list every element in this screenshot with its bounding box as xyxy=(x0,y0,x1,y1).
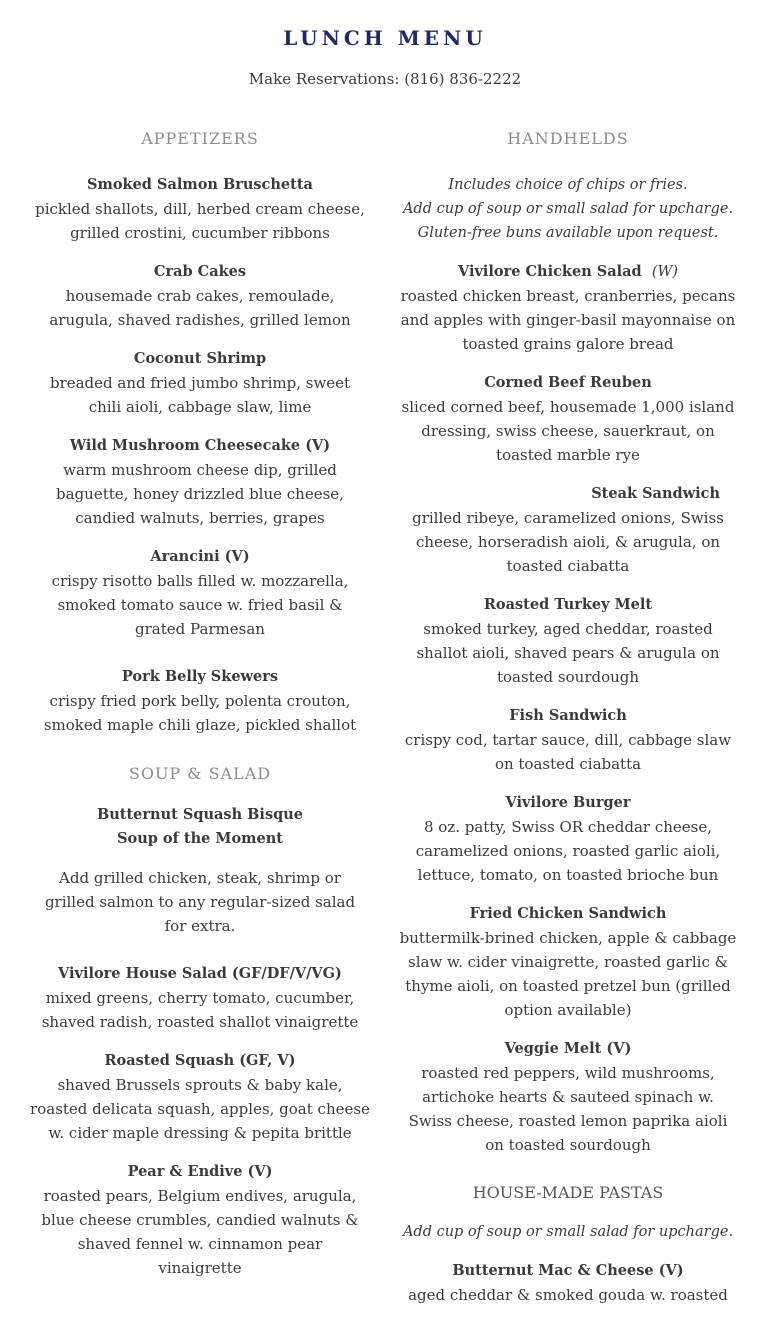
item-description: shaved Brussels sprouts & baby kale, roasted delicata squash, apples, goat cheese w. cider maple dressing & pepita brittle xyxy=(30,1076,370,1142)
note-line: Gluten-free buns available upon request. xyxy=(417,225,719,241)
item-description: grilled ribeye, caramelized onions, Swiss cheese, horseradish aioli, & arugula, on toasted ciabatta xyxy=(412,509,724,575)
item-description: buttermilk-brined chicken, apple & cabbage slaw w. cider vinaigrette, roasted garlic & thyme aioli, on toasted pretzel bun (grilled option available) xyxy=(399,929,737,1019)
pastas-note xyxy=(398,1220,738,1244)
menu-item xyxy=(398,1259,738,1307)
left-column xyxy=(30,127,370,1295)
item-description: crispy risotto balls filled w. mozzarella, smoked tomato sauce w. fried basil & grated Parmesan xyxy=(51,572,349,638)
menu-item xyxy=(398,791,738,887)
item-name: Pear & Endive (V) xyxy=(127,1163,273,1180)
item-description: sliced corned beef, housemade 1,000 island dressing, swiss cheese, sauerkraut, on toasted marble rye xyxy=(401,398,735,464)
handhelds-notes xyxy=(398,173,738,245)
item-description: breaded and fried jumbo shrimp, sweet chili aioli, cabbage slaw, lime xyxy=(49,374,351,416)
item-name: Roasted Squash (GF, V) xyxy=(104,1052,296,1069)
item-description: crispy fried pork belly, polenta crouton, smoked maple chili glaze, pickled shallot xyxy=(43,692,357,734)
note-line: Add cup of soup or small salad for upcharge. xyxy=(402,1224,734,1240)
item-name: Wild Mushroom Cheesecake (V) xyxy=(69,437,331,454)
item-description: roasted chicken breast, cranberries, pecans and apples with ginger-basil mayonnaise on toasted grains galore bread xyxy=(400,287,736,353)
item-name: Vivilore House Salad (GF/DF/V/VG) xyxy=(58,965,342,982)
menu-item xyxy=(30,1160,370,1280)
item-description: roasted red peppers, wild mushrooms, artichoke hearts & sauteed spinach w. Swiss cheese, roasted lemon paprika aioli on toasted sourdough xyxy=(408,1064,728,1154)
item-name: Steak Sandwich xyxy=(591,485,720,502)
soup-salad-heading: SOUP & SALAD xyxy=(128,764,272,783)
right-column xyxy=(398,127,738,1322)
soup-name: Butternut Squash Bisque xyxy=(96,806,304,823)
menu-item xyxy=(30,347,370,419)
menu-item xyxy=(30,665,370,737)
item-name: Roasted Turkey Melt xyxy=(483,596,653,613)
menu-item xyxy=(30,962,370,1034)
menu-item xyxy=(398,371,738,467)
item-description: smoked turkey, aged cheddar, roasted shallot aioli, shaved pears & arugula on toasted sourdough xyxy=(416,620,720,686)
menu-item xyxy=(30,260,370,332)
item-description: 8 oz. patty, Swiss OR cheddar cheese, caramelized onions, roasted garlic aioli, lettuce, tomato, on toasted brioche bun xyxy=(415,818,721,884)
reservations-line: Make Reservations: (816) 836-2222 xyxy=(248,70,522,88)
menu-item xyxy=(398,1037,738,1157)
menu-item xyxy=(398,482,738,578)
menu-item xyxy=(30,545,370,641)
item-tag: (W) xyxy=(651,264,679,280)
handhelds-heading: HANDHELDS xyxy=(507,129,629,148)
note-line: Includes choice of chips or fries. xyxy=(448,177,688,193)
soup-name: Soup of the Moment xyxy=(117,830,283,847)
menu-item xyxy=(398,902,738,1022)
menu-item xyxy=(398,704,738,776)
soups xyxy=(30,803,370,851)
salad-addon-note xyxy=(30,866,370,938)
item-name: Fish Sandwich xyxy=(509,707,627,724)
pastas-heading: HOUSE-MADE PASTAS xyxy=(472,1183,664,1202)
item-description: warm mushroom cheese dip, grilled baguette, honey drizzled blue cheese, candied walnuts, berries, grapes xyxy=(56,461,344,527)
item-name: Corned Beef Reuben xyxy=(484,374,652,391)
menu-item xyxy=(30,434,370,530)
item-description: mixed greens, cherry tomato, cucumber, shaved radish, roasted shallot vinaigrette xyxy=(41,989,359,1031)
item-description: aged cheddar & smoked gouda w. roasted xyxy=(408,1286,728,1304)
menu-item xyxy=(30,1049,370,1145)
menu-item xyxy=(398,593,738,689)
item-description: roasted pears, Belgium endives, arugula, blue cheese crumbles, candied walnuts & shaved fennel w. cinnamon pear vinaigrette xyxy=(41,1187,359,1277)
item-name: Vivilore Chicken Salad (W) xyxy=(457,263,679,280)
item-description: pickled shallots, dill, herbed cream cheese, grilled crostini, cucumber ribbons xyxy=(35,200,365,242)
menu-item xyxy=(30,173,370,245)
item-name: Pork Belly Skewers xyxy=(121,668,279,685)
item-name: Smoked Salmon Bruschetta xyxy=(87,176,313,193)
menu-title: LUNCH MENU xyxy=(283,26,487,50)
item-name: Crab Cakes xyxy=(153,263,247,280)
item-name: Coconut Shrimp xyxy=(133,350,267,367)
item-name: Arancini (V) xyxy=(150,548,250,565)
menu-item xyxy=(398,260,738,356)
item-description: housemade crab cakes, remoulade, arugula, shaved radishes, grilled lemon xyxy=(49,287,351,329)
item-description: crispy cod, tartar sauce, dill, cabbage slaw on toasted ciabatta xyxy=(404,731,732,773)
item-name: Fried Chicken Sandwich xyxy=(469,905,667,922)
addon-text: Add grilled chicken, steak, shrimp or grilled salmon to any regular-sized salad for extra. xyxy=(44,869,356,935)
appetizers-heading: APPETIZERS xyxy=(141,129,259,148)
item-name: Butternut Mac & Cheese (V) xyxy=(452,1262,684,1279)
note-line: Add cup of soup or small salad for upcharge. xyxy=(402,201,734,217)
item-name: Veggie Melt (V) xyxy=(504,1040,632,1057)
item-name: Vivilore Burger xyxy=(505,794,631,811)
